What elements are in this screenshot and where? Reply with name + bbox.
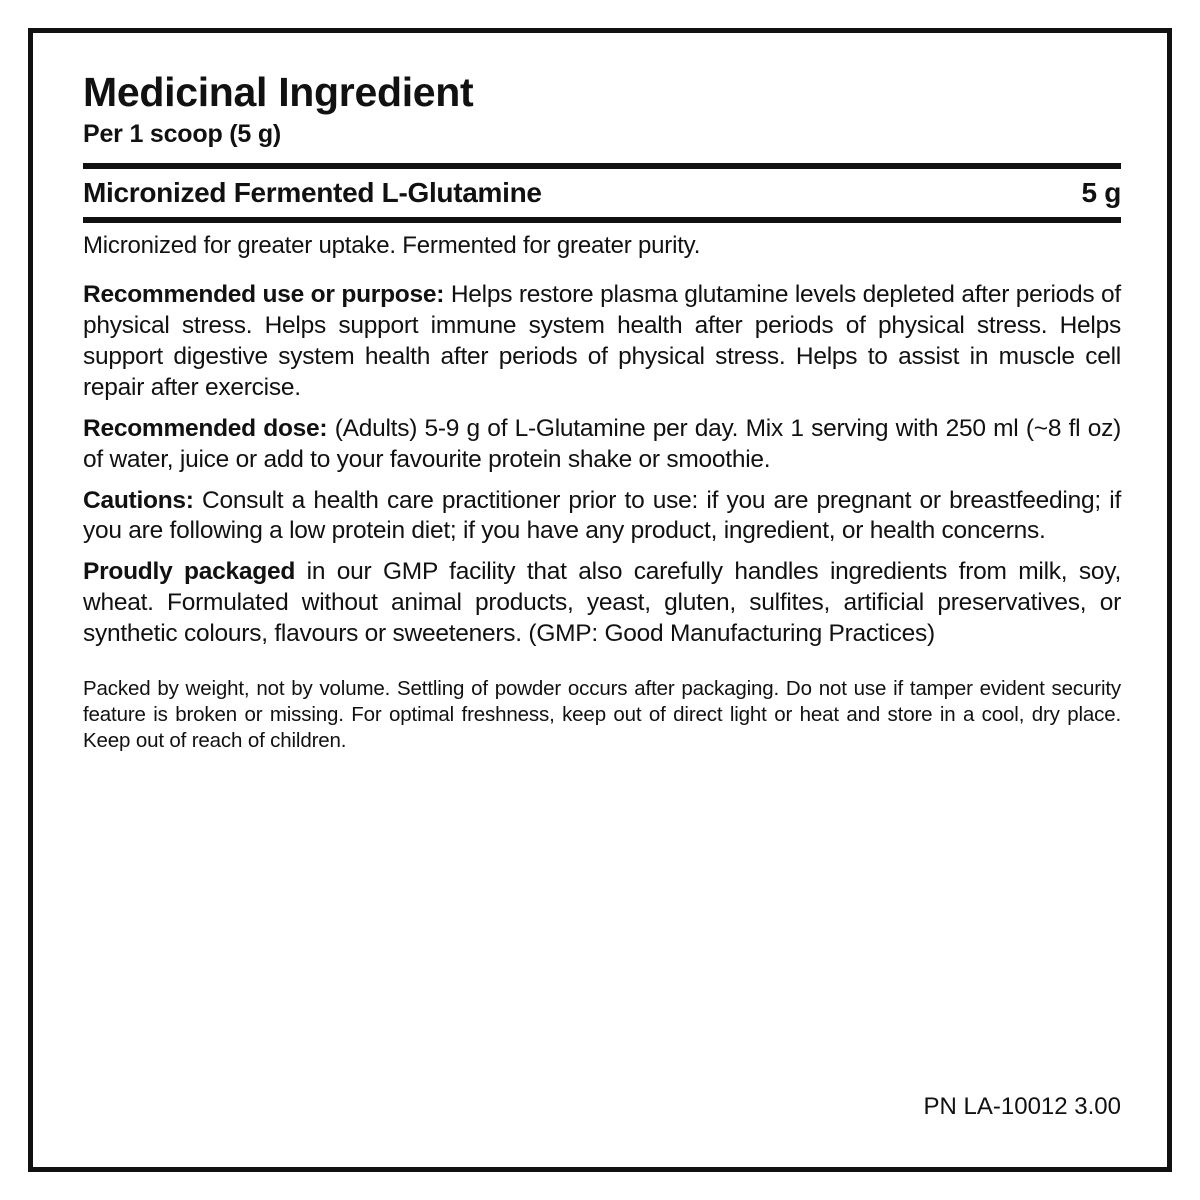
ingredient-amount: 5 g (1081, 177, 1121, 209)
fine-print: Packed by weight, not by volume. Settling of powder occurs after packaging. Do not use if tamper evident security feature is broken or missing. For optimal freshness, keep out of direct light or heat and store in a cool, dry place. Keep out of reach of children. (83, 676, 1121, 753)
label-panel (28, 28, 1172, 1172)
ingredient-note: Micronized for greater uptake. Fermented for greater purity. (83, 232, 701, 260)
section-heading: Cautions: (83, 486, 194, 514)
section-heading: Recommended dose: (83, 414, 328, 442)
section-body: Consult a health care practitioner prior to use: if you are pregnant or breastfeeding; if you are following a low protein diet; if you have any product, ingredient, or health concerns. (83, 486, 1121, 545)
section-recommended-dose (83, 414, 1121, 476)
ingredient-row (83, 169, 1121, 217)
section-body: Helps restore plasma glutamine levels depleted after periods of physical stress. Helps support immune system health after periods of physical stress. Helps support digestive system health after periods of physical stress. Helps to assist in muscle cell repair after exercise. (83, 281, 1121, 401)
section-cautions (83, 486, 1121, 548)
section-heading: Proudly packaged (83, 558, 296, 586)
label-content (83, 71, 1121, 755)
section-proudly-packaged (83, 557, 1121, 650)
page-title: Medicinal Ingredient (83, 69, 474, 115)
section-recommended-use (83, 280, 1121, 403)
section-heading: Recommended use or purpose: (83, 281, 445, 309)
ingredient-name: Micronized Fermented L-Glutamine (83, 177, 542, 209)
section-body: (Adults) 5-9 g of L-Glutamine per day. Mix 1 serving with 250 ml (~8 fl oz) of water, juice or add to your favourite protein shake or smoothie. (83, 414, 1121, 473)
serving-size: Per 1 scoop (5 g) (83, 120, 282, 149)
part-number: PN LA-10012 3.00 (923, 1093, 1121, 1120)
divider-bottom (83, 217, 1121, 223)
section-body: in our GMP facility that also carefully handles ingredients from milk, soy, wheat. Formulated without animal products, yeast, gluten, sulfites, artificial preservatives, or synthetic colours, flavours or sweeteners. (GMP: Good Manufacturing Practices) (83, 558, 1121, 647)
